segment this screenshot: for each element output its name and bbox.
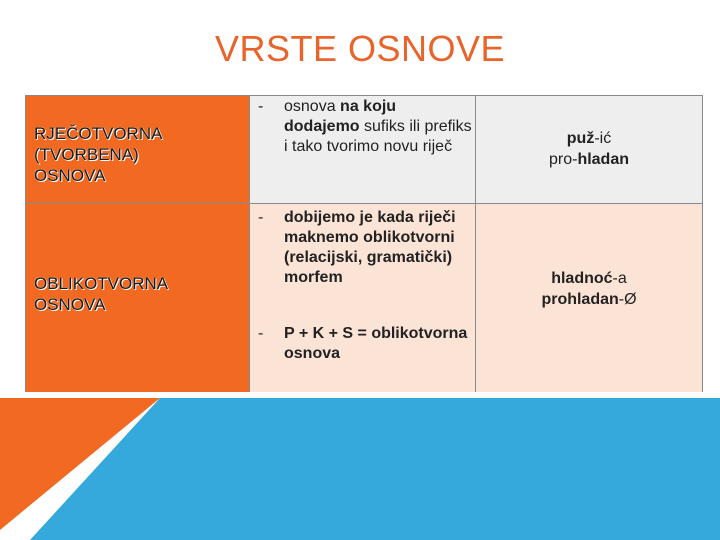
row2-bullet-2-dash: -	[258, 325, 264, 342]
row2-bullet-2-text: P + K + S = oblikotvorna osnova	[284, 325, 468, 362]
row2-label-line2: OSNOVA	[34, 295, 106, 314]
bullet-segment: osnova	[284, 98, 341, 115]
example-suffix: -Ø	[618, 291, 637, 308]
example-suffix: -ić	[594, 130, 612, 147]
example-suffix: -a	[612, 270, 627, 287]
row1-bullet-1-dash: -	[258, 98, 264, 115]
slide-title: VRSTE OSNOVE	[214, 28, 506, 69]
example-root: puž	[566, 130, 595, 147]
row1-label-line1: RJEČOTVORNA	[34, 124, 163, 143]
row2-bullet-1-dash: -	[258, 209, 264, 226]
example-root: hladan	[577, 151, 629, 168]
row2-bullet-1-text: dobijemo je kada riječi maknemo oblikotvorni (relacijski, gramatički) morfem	[284, 209, 456, 286]
row1-label-line2: (TVORBENA)	[34, 145, 139, 164]
example-prefix: pro-	[548, 151, 578, 168]
bullet-segment: sufiks ili prefiks i tako tvorimo novu riječ	[284, 118, 472, 155]
row2-label-line1: OBLIKOTVORNA	[34, 274, 169, 293]
row1-label-line3: OSNOVA	[34, 166, 106, 185]
example-root: prohladan	[541, 291, 619, 308]
example-root: hladnoć	[551, 270, 613, 287]
bullet-segment-bold: na koju dodajemo	[284, 98, 397, 135]
